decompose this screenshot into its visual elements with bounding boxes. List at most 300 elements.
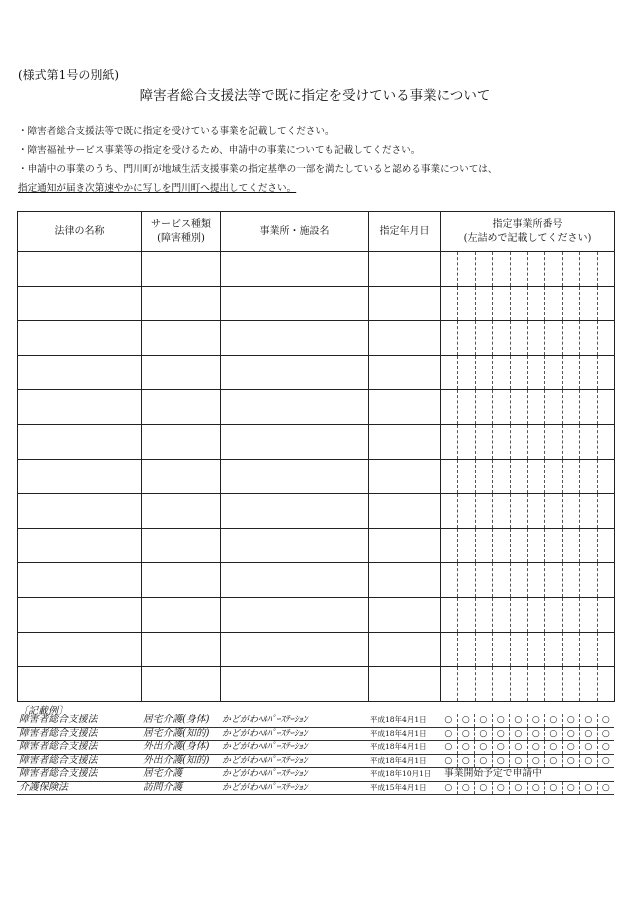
example-digit: ○ <box>597 741 615 754</box>
digit-box[interactable] <box>492 667 509 701</box>
example-law: 障害者総合支援法 <box>17 768 141 782</box>
digit-box[interactable] <box>527 252 544 286</box>
digit-box[interactable] <box>492 633 509 667</box>
example-facility: かどがわﾍﾙﾊﾟｰｽﾃｰｼｮﾝ <box>220 714 368 727</box>
digit-box[interactable] <box>562 356 579 390</box>
law-cell[interactable] <box>18 632 142 667</box>
header-service: サービス種類 (障害種別) <box>142 212 221 252</box>
page-title: 障害者総合支援法等で既に指定を受けている事業について <box>139 88 491 104</box>
law-cell[interactable] <box>18 494 142 529</box>
digit-box[interactable] <box>597 460 614 494</box>
date-cell[interactable] <box>369 252 441 287</box>
header-number: 指定事業所番号 (左詰めで記載してください) <box>441 212 615 252</box>
digit-box[interactable] <box>475 321 492 355</box>
example-digit: ○ <box>509 741 527 754</box>
date-cell[interactable] <box>369 632 441 667</box>
facility-cell[interactable] <box>221 459 369 494</box>
number-cell[interactable] <box>441 632 615 667</box>
example-digit: ○ <box>527 728 545 741</box>
example-digit: ○ <box>597 782 615 795</box>
law-cell[interactable] <box>18 667 142 702</box>
number-cell[interactable] <box>441 252 615 287</box>
example-digit: ○ <box>509 755 527 768</box>
digit-box[interactable] <box>457 494 474 528</box>
service-cell[interactable] <box>142 355 221 390</box>
example-number <box>440 714 614 727</box>
example-number <box>440 781 614 795</box>
date-cell[interactable] <box>369 494 441 529</box>
example-service: 居宅介護 <box>141 768 220 782</box>
digit-box[interactable] <box>457 356 474 390</box>
service-cell[interactable] <box>142 632 221 667</box>
digit-box[interactable] <box>544 529 561 563</box>
date-cell[interactable] <box>369 321 441 356</box>
digit-box[interactable] <box>441 633 457 667</box>
note-2: ・障害福祉サービス事業等の指定を受けるため、申請中の事業についても記載してください。 <box>18 145 421 156</box>
example-digit: ○ <box>444 742 453 752</box>
number-cell[interactable] <box>441 597 615 632</box>
example-law: 障害者総合支援法 <box>17 754 141 768</box>
digit-box[interactable] <box>597 563 614 597</box>
digit-box[interactable] <box>527 425 544 459</box>
digit-box[interactable] <box>527 529 544 563</box>
digit-box[interactable] <box>510 425 527 459</box>
table-row <box>18 355 615 390</box>
facility-cell[interactable] <box>221 321 369 356</box>
example-digit: ○ <box>474 714 492 727</box>
number-cell[interactable] <box>441 286 615 321</box>
digit-box[interactable] <box>475 425 492 459</box>
example-pending-note: 事業開始予定で申請中 <box>444 768 542 779</box>
example-digit: ○ <box>579 755 597 768</box>
facility-cell[interactable] <box>221 667 369 702</box>
number-cell[interactable] <box>441 494 615 529</box>
example-facility: かどがわﾍﾙﾊﾟｰｽﾃｰｼｮﾝ <box>220 727 368 741</box>
example-digit: ○ <box>509 782 527 795</box>
digit-box[interactable] <box>579 252 596 286</box>
digit-box[interactable] <box>510 667 527 701</box>
example-service: 外出介護(知的) <box>141 754 220 768</box>
law-cell[interactable] <box>18 390 142 425</box>
example-number <box>440 727 614 741</box>
date-cell[interactable] <box>369 355 441 390</box>
service-cell[interactable] <box>142 563 221 598</box>
digit-box[interactable] <box>457 598 474 632</box>
example-date: 平成18年4月1日 <box>368 714 440 727</box>
digit-box[interactable] <box>527 633 544 667</box>
digit-box[interactable] <box>562 321 579 355</box>
digit-box[interactable] <box>544 494 561 528</box>
digit-box[interactable] <box>441 598 457 632</box>
digit-box[interactable] <box>441 287 457 321</box>
header-date: 指定年月日 <box>369 212 441 252</box>
example-digit: ○ <box>444 755 453 766</box>
digit-box[interactable] <box>597 390 614 424</box>
example-table <box>17 714 614 795</box>
digit-box[interactable] <box>579 425 596 459</box>
header-facility: 事業所・施設名 <box>221 212 369 252</box>
law-cell[interactable] <box>18 252 142 287</box>
example-digit: ○ <box>509 728 527 741</box>
header-law: 法律の名称 <box>18 212 142 252</box>
digit-box[interactable] <box>579 390 596 424</box>
digit-box[interactable] <box>562 287 579 321</box>
facility-cell[interactable] <box>221 390 369 425</box>
example-date: 平成18年4月1日 <box>368 727 440 741</box>
number-cell[interactable] <box>441 424 615 459</box>
example-digit: ○ <box>474 728 492 741</box>
table-row <box>18 528 615 563</box>
example-digit: ○ <box>597 755 615 768</box>
example-digit: ○ <box>527 741 545 754</box>
digit-box[interactable] <box>544 460 561 494</box>
date-cell[interactable] <box>369 459 441 494</box>
facility-cell[interactable] <box>221 528 369 563</box>
example-number <box>440 741 614 755</box>
number-cell[interactable] <box>441 355 615 390</box>
date-cell[interactable] <box>369 286 441 321</box>
digit-box[interactable] <box>475 633 492 667</box>
example-date: 平成18年4月1日 <box>368 754 440 768</box>
facility-cell[interactable] <box>221 355 369 390</box>
digit-box[interactable] <box>562 252 579 286</box>
note-4: 指定通知が届き次第速やかに写しを門川町へ提出してください。 <box>18 183 297 194</box>
service-cell[interactable] <box>142 667 221 702</box>
digit-box[interactable] <box>475 598 492 632</box>
digit-box[interactable] <box>544 425 561 459</box>
digit-box[interactable] <box>441 563 457 597</box>
table-row <box>18 459 615 494</box>
digit-box[interactable] <box>475 494 492 528</box>
example-digit: ○ <box>457 755 475 768</box>
law-cell[interactable] <box>18 597 142 632</box>
date-cell[interactable] <box>369 528 441 563</box>
digit-box[interactable] <box>441 390 457 424</box>
example-digit: ○ <box>544 741 562 754</box>
digit-box[interactable] <box>510 633 527 667</box>
example-number <box>440 754 614 768</box>
example-heading: 〔記載例〕 <box>18 706 68 717</box>
digit-box[interactable] <box>510 287 527 321</box>
digit-box[interactable] <box>579 563 596 597</box>
note-3: ・申請中の事業のうち、門川町が地域生活支援事業の指定基準の一部を満たしていると認める事業については、 <box>18 164 498 175</box>
table-row <box>18 424 615 459</box>
example-facility: かどがわﾍﾙﾊﾟｰｽﾃｰｼｮﾝ <box>220 768 368 782</box>
digit-box[interactable] <box>475 563 492 597</box>
digit-box[interactable] <box>457 633 474 667</box>
digit-box[interactable] <box>475 529 492 563</box>
example-row <box>17 781 614 795</box>
service-cell[interactable] <box>142 321 221 356</box>
example-digit: ○ <box>544 755 562 768</box>
number-cell[interactable] <box>441 321 615 356</box>
example-service: 居宅介護(知的) <box>141 727 220 741</box>
service-cell[interactable] <box>142 424 221 459</box>
digit-box[interactable] <box>492 252 509 286</box>
digit-box[interactable] <box>562 633 579 667</box>
digit-box[interactable] <box>475 356 492 390</box>
digit-box[interactable] <box>457 460 474 494</box>
example-digit: ○ <box>444 715 453 725</box>
digit-box[interactable] <box>510 460 527 494</box>
date-cell[interactable] <box>369 667 441 702</box>
digit-box[interactable] <box>492 494 509 528</box>
table-row <box>18 667 615 702</box>
table-row <box>18 390 615 425</box>
date-cell[interactable] <box>369 563 441 598</box>
example-date: 平成18年10月1日 <box>368 768 440 782</box>
digit-box[interactable] <box>492 460 509 494</box>
example-digit: ○ <box>474 755 492 768</box>
example-digit: ○ <box>544 728 562 741</box>
example-digit: ○ <box>444 728 453 739</box>
service-cell[interactable] <box>142 459 221 494</box>
digit-box[interactable] <box>544 287 561 321</box>
date-cell[interactable] <box>369 424 441 459</box>
digit-box[interactable] <box>562 494 579 528</box>
digit-box[interactable] <box>562 529 579 563</box>
table-row <box>18 563 615 598</box>
digit-box[interactable] <box>457 252 474 286</box>
example-digit: ○ <box>579 714 597 727</box>
digit-box[interactable] <box>441 425 457 459</box>
digit-box[interactable] <box>441 252 457 286</box>
digit-box[interactable] <box>579 598 596 632</box>
digit-box[interactable] <box>441 460 457 494</box>
example-digit: ○ <box>544 782 562 795</box>
example-date: 平成15年4月1日 <box>368 781 440 795</box>
digit-box[interactable] <box>597 529 614 563</box>
digit-box[interactable] <box>579 356 596 390</box>
example-date: 平成18年4月1日 <box>368 741 440 755</box>
digit-box[interactable] <box>579 287 596 321</box>
digit-box[interactable] <box>597 598 614 632</box>
digit-box[interactable] <box>510 252 527 286</box>
digit-box[interactable] <box>597 494 614 528</box>
example-number <box>440 768 614 782</box>
digit-box[interactable] <box>527 667 544 701</box>
example-digit: ○ <box>457 741 475 754</box>
facility-cell[interactable] <box>221 494 369 529</box>
digit-box[interactable] <box>475 252 492 286</box>
digit-box[interactable] <box>527 563 544 597</box>
date-cell[interactable] <box>369 597 441 632</box>
digit-box[interactable] <box>510 356 527 390</box>
note-1: ・障害者総合支援法等で既に指定を受けている事業を記載してください。 <box>18 126 335 137</box>
facility-cell[interactable] <box>221 424 369 459</box>
digit-box[interactable] <box>457 287 474 321</box>
digit-box[interactable] <box>562 563 579 597</box>
example-digit: ○ <box>457 714 475 727</box>
digit-box[interactable] <box>492 425 509 459</box>
digit-box[interactable] <box>527 321 544 355</box>
digit-box[interactable] <box>527 494 544 528</box>
digit-box[interactable] <box>457 529 474 563</box>
digit-box[interactable] <box>441 494 457 528</box>
digit-box[interactable] <box>544 667 561 701</box>
digit-box[interactable] <box>562 425 579 459</box>
digit-box[interactable] <box>544 390 561 424</box>
digit-box[interactable] <box>544 633 561 667</box>
digit-box[interactable] <box>492 563 509 597</box>
digit-box[interactable] <box>527 356 544 390</box>
digit-box[interactable] <box>597 425 614 459</box>
example-digit: ○ <box>474 782 492 795</box>
example-digit: ○ <box>527 755 545 768</box>
example-digit: ○ <box>562 741 580 754</box>
digit-box[interactable] <box>457 563 474 597</box>
digit-box[interactable] <box>441 667 457 701</box>
facility-cell[interactable] <box>221 597 369 632</box>
example-digit: ○ <box>562 714 580 727</box>
number-cell[interactable] <box>441 390 615 425</box>
table-row <box>18 252 615 287</box>
number-cell[interactable] <box>441 528 615 563</box>
digit-box[interactable] <box>544 563 561 597</box>
service-cell[interactable] <box>142 286 221 321</box>
registration-table <box>17 211 615 702</box>
example-digit: ○ <box>562 728 580 741</box>
example-row <box>17 741 614 755</box>
digit-box[interactable] <box>475 667 492 701</box>
service-cell[interactable] <box>142 390 221 425</box>
number-cell[interactable] <box>441 667 615 702</box>
digit-box[interactable] <box>579 321 596 355</box>
digit-box[interactable] <box>475 390 492 424</box>
digit-box[interactable] <box>562 460 579 494</box>
digit-box[interactable] <box>492 356 509 390</box>
digit-box[interactable] <box>597 287 614 321</box>
form-label: (様式第1号の別紙) <box>18 68 119 82</box>
service-cell[interactable] <box>142 528 221 563</box>
digit-box[interactable] <box>510 390 527 424</box>
digit-box[interactable] <box>527 598 544 632</box>
digit-box[interactable] <box>510 321 527 355</box>
example-digit: ○ <box>597 728 615 741</box>
example-digit: ○ <box>597 714 615 727</box>
law-cell[interactable] <box>18 528 142 563</box>
digit-box[interactable] <box>441 321 457 355</box>
law-cell[interactable] <box>18 563 142 598</box>
facility-cell[interactable] <box>221 252 369 287</box>
example-digit: ○ <box>492 782 510 795</box>
law-cell[interactable] <box>18 286 142 321</box>
example-facility: かどがわﾍﾙﾊﾟｰｽﾃｰｼｮﾝ <box>220 781 368 795</box>
service-cell[interactable] <box>142 252 221 287</box>
digit-box[interactable] <box>562 390 579 424</box>
table-header-row <box>18 212 615 252</box>
digit-box[interactable] <box>579 529 596 563</box>
digit-box[interactable] <box>597 633 614 667</box>
digit-box[interactable] <box>527 460 544 494</box>
example-law: 障害者総合支援法 <box>17 727 141 741</box>
example-digit: ○ <box>457 782 475 795</box>
example-digit: ○ <box>544 714 562 727</box>
example-law: 障害者総合支援法 <box>17 714 141 727</box>
law-cell[interactable] <box>18 321 142 356</box>
service-cell[interactable] <box>142 494 221 529</box>
date-cell[interactable] <box>369 390 441 425</box>
digit-box[interactable] <box>441 529 457 563</box>
law-cell[interactable] <box>18 424 142 459</box>
digit-box[interactable] <box>544 356 561 390</box>
example-digit: ○ <box>579 728 597 741</box>
example-law: 障害者総合支援法 <box>17 741 141 755</box>
digit-box[interactable] <box>492 321 509 355</box>
example-digit: ○ <box>527 782 545 795</box>
example-digit: ○ <box>492 728 510 741</box>
example-digit: ○ <box>527 714 545 727</box>
digit-box[interactable] <box>527 287 544 321</box>
facility-cell[interactable] <box>221 632 369 667</box>
example-digit: ○ <box>492 755 510 768</box>
digit-box[interactable] <box>457 425 474 459</box>
digit-box[interactable] <box>441 356 457 390</box>
digit-box[interactable] <box>544 252 561 286</box>
digit-box[interactable] <box>579 494 596 528</box>
table-row <box>18 286 615 321</box>
digit-box[interactable] <box>510 529 527 563</box>
digit-box[interactable] <box>562 667 579 701</box>
example-service: 外出介護(身体) <box>141 741 220 755</box>
digit-box[interactable] <box>544 598 561 632</box>
digit-box[interactable] <box>475 287 492 321</box>
digit-box[interactable] <box>562 598 579 632</box>
digit-box[interactable] <box>527 390 544 424</box>
example-row <box>17 727 614 741</box>
example-row <box>17 768 614 782</box>
digit-box[interactable] <box>457 321 474 355</box>
number-cell[interactable] <box>441 459 615 494</box>
table-row <box>18 321 615 356</box>
digit-box[interactable] <box>475 460 492 494</box>
digit-box[interactable] <box>457 667 474 701</box>
digit-box[interactable] <box>597 356 614 390</box>
digit-box[interactable] <box>597 667 614 701</box>
digit-box[interactable] <box>597 252 614 286</box>
example-digit: ○ <box>562 782 580 795</box>
digit-box[interactable] <box>510 598 527 632</box>
table-row <box>18 632 615 667</box>
digit-box[interactable] <box>492 598 509 632</box>
example-service: 訪問介護 <box>141 781 220 795</box>
digit-box[interactable] <box>457 390 474 424</box>
digit-box[interactable] <box>579 633 596 667</box>
facility-cell[interactable] <box>221 286 369 321</box>
digit-box[interactable] <box>510 563 527 597</box>
digit-box[interactable] <box>579 460 596 494</box>
digit-box[interactable] <box>492 529 509 563</box>
number-cell[interactable] <box>441 563 615 598</box>
example-digit: ○ <box>457 728 475 741</box>
digit-box[interactable] <box>510 494 527 528</box>
digit-box[interactable] <box>597 321 614 355</box>
service-cell[interactable] <box>142 597 221 632</box>
facility-cell[interactable] <box>221 563 369 598</box>
example-row <box>17 714 614 727</box>
example-digit: ○ <box>444 782 453 793</box>
digit-box[interactable] <box>492 390 509 424</box>
law-cell[interactable] <box>18 459 142 494</box>
example-digit: ○ <box>474 741 492 754</box>
digit-box[interactable] <box>544 321 561 355</box>
digit-box[interactable] <box>492 287 509 321</box>
digit-box[interactable] <box>579 667 596 701</box>
example-facility: かどがわﾍﾙﾊﾟｰｽﾃｰｼｮﾝ <box>220 741 368 755</box>
table-row <box>18 494 615 529</box>
example-law: 介護保険法 <box>17 781 141 795</box>
law-cell[interactable] <box>18 355 142 390</box>
